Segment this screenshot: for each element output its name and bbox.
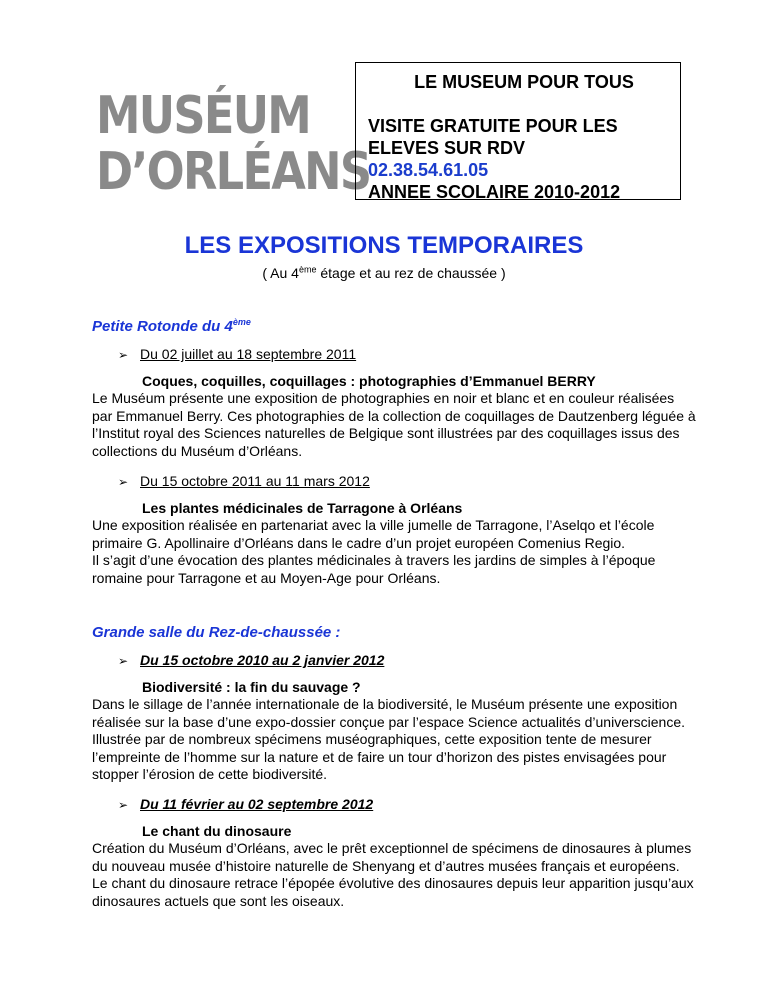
bullet-arrow-icon: ➢ <box>118 348 129 362</box>
page-title: LES EXPOSITIONS TEMPORAIRES <box>184 232 584 259</box>
info-box-visit-line-1: VISITE GRATUITE POUR LES <box>368 116 618 136</box>
bullet-arrow-icon: ➢ <box>118 654 129 668</box>
info-box-school-year: ANNEE SCOLAIRE 2010-2012 <box>368 182 621 202</box>
exhibit-title: Les plantes médicinales de Tarragone à Orléans <box>142 500 463 516</box>
section-heading-grande-salle: Grande salle du Rez-de-chaussée : <box>92 624 341 641</box>
exhibit-date: ➢ Du 11 février au 02 septembre 2012 <box>118 796 374 812</box>
logo-line-2: D’ORLÉANS <box>96 142 371 202</box>
museum-logo <box>96 86 371 202</box>
exhibit-description: Dans le sillage de l’année internationale de la biodiversité, le Muséum présente une exposition réalisée sur la base d’une expo-dossier conçue par l’espace Science actualités d’universcience. Illustrée par de nombreux spécimens muséographiques, cette exposition tente de mesurer l’empreinte de l’homme sur la nature et de faire un tour d’horizon des pistes envisagées pour stopper l’érosion de cette biodiversité. <box>92 696 686 782</box>
exhibit-title: Biodiversité : la fin du sauvage ? <box>142 679 361 695</box>
exhibit-description: Une exposition réalisée en partenariat avec la ville jumelle de Tarragone, l’Aselqo et l’école primaire G. Apollinaire d’Orléans dans le cadre d’un projet européen Comenius Regio. Il s’agit d’une évocation des plantes médicinales à travers les jardins de simples à l’époque romaine pour Tarragone et au Moyen-Age pour Orléans. <box>92 517 656 586</box>
exhibit-description: Création du Muséum d’Orléans, avec le prêt exceptionnel de spécimens de dinosaures à plumes du nouveau musée d’histoire naturelle de Shenyang et d’autres musées français et européens. Le chant du dinosaure retrace l’épopée évolutive des dinosaures depuis leur apparition jusqu’aux dinosaures actuels que sont les oiseaux. <box>92 840 694 909</box>
bullet-arrow-icon: ➢ <box>118 798 129 812</box>
info-box-phone: 02.38.54.61.05 <box>368 160 489 180</box>
info-box-visit-line-2: ELEVES SUR RDV <box>368 138 526 158</box>
exhibit-description: Le Muséum présente une exposition de photographies en noir et blanc et en couleur réalisées par Emmanuel Berry. Ces photographies de la collection de coquillages de Dautzenberg léguée à l’Institut royal des Sciences naturelles de Belgique sont illustrées par des coquillages issus des collections du Muséum d’Orléans. <box>92 390 696 459</box>
info-box-heading: LE MUSEUM POUR TOUS <box>414 72 634 92</box>
info-box <box>355 62 681 200</box>
exhibit-date: ➢ Du 15 octobre 2011 au 11 mars 2012 <box>118 473 370 489</box>
bullet-arrow-icon: ➢ <box>118 475 129 489</box>
exhibit-date: ➢ Du 15 octobre 2010 au 2 janvier 2012 <box>118 652 385 668</box>
logo-line-1: MUSÉUM <box>96 86 311 146</box>
page-subtitle: ( Au 4ème étage et au rez de chaussée ) <box>262 264 506 281</box>
exhibit-title: Le chant du dinosaure <box>142 823 292 839</box>
exhibit-date: ➢ Du 02 juillet au 18 septembre 2011 <box>118 346 357 362</box>
exhibit-title: Coques, coquilles, coquillages : photographies d’Emmanuel BERRY <box>142 373 596 389</box>
section-heading-petite-rotonde: Petite Rotonde du 4ème <box>92 317 251 335</box>
